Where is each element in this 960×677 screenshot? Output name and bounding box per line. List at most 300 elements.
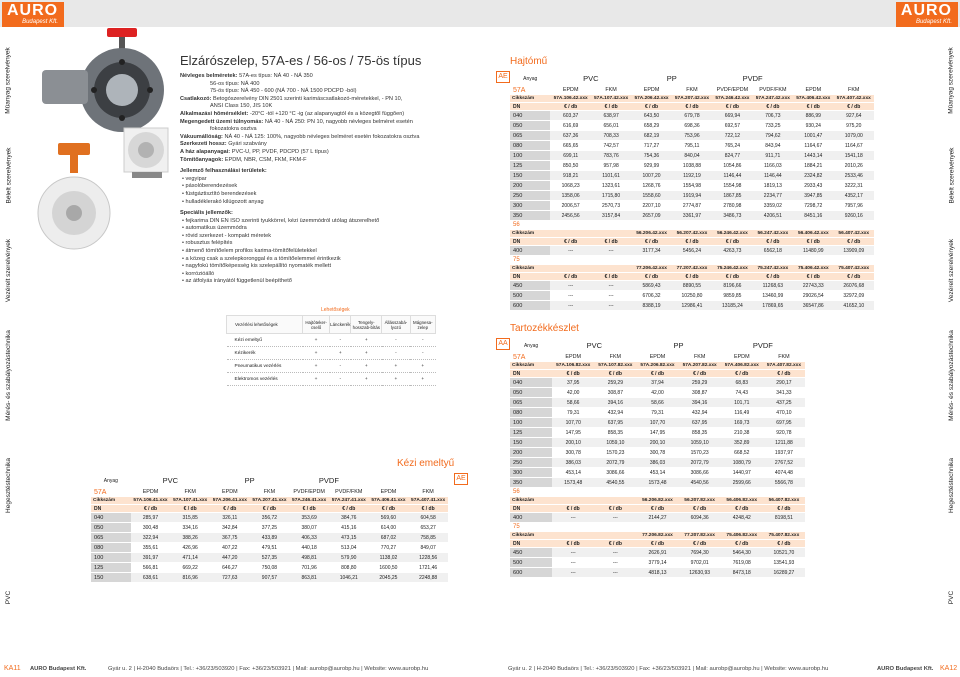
price-value: 353,69 (289, 513, 329, 523)
price-row (510, 558, 805, 568)
price-value: 5566,78 (763, 478, 805, 488)
price-value: 13541,93 (763, 558, 805, 568)
price-row (510, 171, 874, 181)
unit-label: € / db (721, 505, 763, 513)
dn-label: DN (510, 103, 550, 111)
material-name: PVC (131, 474, 210, 488)
unit-label: € / db (753, 103, 793, 111)
price-value: 8451,16 (793, 211, 833, 221)
seal-name: PVDF/EPDM (289, 488, 329, 497)
article-number: 75.407.42.xxx (834, 265, 875, 273)
price-value: 315,85 (170, 513, 210, 523)
dn-value: 050 (510, 388, 552, 398)
dn-value: 500 (510, 291, 550, 301)
price-value: 10521,70 (763, 548, 805, 558)
price-row (510, 408, 805, 418)
price-value: 32972,09 (834, 291, 875, 301)
dn-value: 300 (510, 201, 550, 211)
seal-name: EPDM (131, 488, 171, 497)
price-value: 473,15 (329, 533, 369, 543)
side-tab (0, 130, 17, 220)
price-value: 687,02 (369, 533, 409, 543)
price-value: 1146,44 (712, 171, 752, 181)
price-row (510, 301, 874, 311)
article-number: 56.206.82.xxx (636, 497, 678, 505)
price-value: 12630,93 (679, 568, 721, 578)
dn-value: 125 (91, 563, 131, 573)
price-value: 8890,55 (672, 281, 712, 291)
article-number: 57A.207.82.xxx (679, 362, 721, 370)
dn-value: 040 (510, 111, 550, 121)
price-row (510, 161, 874, 171)
side-tab-label: Vezérelt szerelvények (5, 238, 13, 302)
price-row (510, 548, 805, 558)
unit-label: € / db (369, 505, 409, 513)
article-number: 56.407.42.xxx (834, 230, 875, 238)
unit-label: € / db (672, 273, 712, 281)
bullet-item: • hulladéklerakó kilúgozott anyag (182, 198, 264, 205)
price-value: 1570,23 (594, 448, 636, 458)
article-number: 75.406.42.xxx (793, 265, 833, 273)
price-value: 1268,76 (631, 181, 671, 191)
price-value: 682,19 (631, 131, 671, 141)
unit-label: € / db (712, 103, 752, 111)
price-value: 415,16 (329, 523, 369, 533)
dn-value: 050 (510, 121, 550, 131)
price-value: --- (550, 301, 590, 311)
price-row (91, 513, 448, 523)
dn-value: 400 (510, 513, 552, 523)
price-row (510, 281, 874, 291)
price-value: 74,43 (721, 388, 763, 398)
price-value: 1164,67 (793, 141, 833, 151)
possibilities-row (227, 347, 436, 360)
possibilities-header-cell: Hajtóteker-cselő (303, 316, 330, 334)
dn-value: 065 (91, 533, 131, 543)
dn-value: 500 (510, 558, 552, 568)
article-number: 57A.107.42.xxx (591, 95, 631, 103)
article-number-row (510, 95, 874, 103)
price-value: 37,95 (552, 378, 594, 388)
price-value: 1443,14 (793, 151, 833, 161)
unit-label: € / db (763, 505, 805, 513)
unit-label: € / db (679, 540, 721, 548)
price-value: 36547,86 (793, 301, 833, 311)
price-value: --- (550, 291, 590, 301)
series-subheading: 56 (510, 488, 805, 497)
price-value: 920,78 (763, 428, 805, 438)
price-value: 341,33 (763, 388, 805, 398)
price-value: 10250,80 (672, 291, 712, 301)
tag-hajto: AE (496, 71, 510, 83)
price-value: 637,95 (679, 418, 721, 428)
possibilities-cell: - (410, 347, 435, 360)
price-value: 2045,25 (369, 573, 409, 583)
price-value: 754,36 (631, 151, 671, 161)
price-value: 37,94 (636, 378, 678, 388)
price-value: 1101,61 (591, 171, 631, 181)
price-row (510, 141, 874, 151)
dn-value: 600 (510, 568, 552, 578)
price-table-kezi (91, 474, 448, 583)
possibilities-header-cell: Vezérlési lehetőségek (227, 316, 303, 334)
seal-name: FKM (250, 488, 290, 497)
price-row (91, 533, 448, 543)
price-value: 1046,21 (329, 573, 369, 583)
price-value: --- (591, 246, 631, 256)
features-list (180, 218, 450, 286)
material-row (510, 72, 874, 86)
price-value: 322,94 (131, 533, 171, 543)
seal-name: EPDM (631, 86, 671, 95)
dn-value: 450 (510, 281, 550, 291)
price-value: 3177,34 (631, 246, 671, 256)
unit-row (510, 238, 874, 246)
unit-label: € / db (594, 505, 636, 513)
dn-label: DN (510, 273, 550, 281)
section-title-kezi: Kézi emeltyű (397, 458, 455, 469)
article-number: 57A.107.41.xxx (170, 497, 210, 505)
article-number: 57A.247.42.xxx (753, 95, 793, 103)
unit-label: € / db (712, 238, 752, 246)
footer-address-left: Gyár u. 2 | H-2040 Budaörs | Tel.: +36/23/503920 | Fax: +36/23/503921 | Mail: aurobp@aurobp.hu | Website: www.aurobp.hu (108, 666, 429, 672)
unit-label: € / db (131, 505, 171, 513)
article-number: 56.207.82.xxx (679, 497, 721, 505)
price-value: 722,12 (712, 131, 752, 141)
price-value: 13185,24 (712, 301, 752, 311)
article-number: 57A.407.42.xxx (834, 95, 875, 103)
unit-label: € / db (712, 273, 752, 281)
side-tab-label: Mérés- és szabályozástechnika (948, 329, 955, 421)
price-value: 41652,10 (834, 301, 875, 311)
unit-label: € / db (210, 505, 250, 513)
bullet-item: • átmenő tömítőelem profilos karima-tömítőfelületekkel (182, 248, 317, 255)
price-value: 566,81 (131, 563, 171, 573)
article-number: 56.246.42.xxx (712, 230, 752, 238)
price-value: 300,48 (131, 523, 171, 533)
price-value: 200,10 (552, 438, 594, 448)
price-value: --- (552, 568, 594, 578)
dn-value: 065 (510, 131, 550, 141)
price-value: 975,20 (834, 121, 875, 131)
article-number: 57A.406.82.xxx (721, 362, 763, 370)
dn-value: 200 (510, 448, 552, 458)
dn-value: 250 (510, 191, 550, 201)
price-value: 169,73 (721, 418, 763, 428)
price-value: 394,16 (679, 398, 721, 408)
price-value: 733,25 (753, 121, 793, 131)
dn-value: 350 (510, 478, 552, 488)
price-value: 5869,43 (631, 281, 671, 291)
bullet-item: • nagyfokú tömítőképesség kis szelepállító nyomaték mellett (182, 263, 332, 270)
bullet-item: • korrózióálló (182, 270, 215, 277)
side-tab (0, 320, 17, 430)
price-value: 1819,13 (753, 181, 793, 191)
price-value: 26076,68 (834, 281, 875, 291)
article-number-row (510, 230, 874, 238)
price-value: 9702,01 (679, 558, 721, 568)
price-value: 1007,20 (631, 171, 671, 181)
footer-address-right: Gyár u. 2 | H-2040 Budaörs | Tel.: +36/23/503920 | Fax: +36/23/503921 | Mail: aurobp@aurobp.hu | Website: www.aurobp.hu (508, 666, 829, 672)
seal-name: FKM (591, 86, 631, 95)
unit-row (510, 103, 874, 111)
price-value: 210,38 (721, 428, 763, 438)
price-value: 7694,30 (679, 548, 721, 558)
price-value: 638,61 (131, 573, 171, 583)
side-tab-label: Hegesztéstechnika (5, 457, 13, 513)
price-value: 5464,30 (721, 548, 763, 558)
price-value: --- (591, 291, 631, 301)
material-name: PP (210, 474, 289, 488)
price-value: 808,80 (329, 563, 369, 573)
price-value: 849,07 (408, 543, 448, 553)
price-value: 4206,51 (753, 211, 793, 221)
price-value: 2657,09 (631, 211, 671, 221)
price-value: 300,78 (552, 448, 594, 458)
price-value: 58,66 (636, 398, 678, 408)
price-value: 1554,98 (672, 181, 712, 191)
material-name: PP (631, 72, 712, 86)
price-value: 1164,67 (834, 141, 875, 151)
price-value: 1166,03 (753, 161, 793, 171)
price-value: 3086,66 (679, 468, 721, 478)
price-value: 603,37 (550, 111, 590, 121)
price-value: 259,29 (594, 378, 636, 388)
price-value: 665,65 (550, 141, 590, 151)
price-value: 669,22 (170, 563, 210, 573)
series-subheading: 75 (510, 256, 874, 265)
price-value: 1192,19 (672, 171, 712, 181)
price-row (510, 211, 874, 221)
series-subheading-row (510, 488, 805, 497)
material-name: PVDF (721, 339, 805, 353)
seal-name: FKM (594, 353, 636, 362)
unit-label: € / db (591, 103, 631, 111)
article-number-empty (591, 230, 631, 238)
tag-tartozek: AA (496, 338, 510, 350)
dn-value: 040 (91, 513, 131, 523)
price-value: 742,57 (591, 141, 631, 151)
dn-value: 050 (91, 523, 131, 533)
price-value: 355,61 (131, 543, 171, 553)
unit-label: € / db (636, 370, 678, 378)
bullet-item: • pásolóberendezések (182, 183, 238, 190)
unit-row (91, 505, 448, 513)
price-value: 2072,79 (679, 458, 721, 468)
price-value: 479,51 (250, 543, 290, 553)
price-value: --- (594, 558, 636, 568)
possibilities-cell: + (382, 373, 410, 386)
material-label: Anyag (510, 72, 550, 86)
article-number: 57A.207.41.xxx (250, 497, 290, 505)
possibilities-header-cell: Állásszabá-lyozó (382, 316, 410, 334)
footer-company-right: AURO Budapest Kft. (877, 666, 934, 672)
unit-label: € / db (552, 370, 594, 378)
seal-name: EPDM (636, 353, 678, 362)
price-row (510, 111, 874, 121)
possibilities-tag: Lehetőségek (321, 307, 350, 313)
unit-label: € / db (672, 238, 712, 246)
article-number-label: Cikkszám (510, 95, 550, 103)
price-value: 717,27 (631, 141, 671, 151)
price-value: 9260,16 (834, 211, 875, 221)
series-label: 57A (510, 353, 552, 362)
possibilities-cell: - (330, 373, 351, 386)
price-value: 579,90 (329, 553, 369, 563)
price-value: 8196,66 (712, 281, 752, 291)
dn-value: 125 (510, 161, 550, 171)
unit-label: € / db (636, 540, 678, 548)
dn-label: DN (510, 540, 552, 548)
unit-row (510, 370, 805, 378)
price-value: 453,14 (636, 468, 678, 478)
side-tab-label: Vezérelt szerelvények (948, 238, 956, 302)
price-value: 68,83 (721, 378, 763, 388)
dn-value: 200 (510, 181, 550, 191)
price-value: 11480,99 (793, 246, 833, 256)
article-number: 57A.246.41.xxx (289, 497, 329, 505)
unit-label: € / db (250, 505, 290, 513)
price-value: 3086,66 (594, 468, 636, 478)
article-number: 57A.106.42.xxx (550, 95, 590, 103)
bullet-item: • füstgáztisztító berendezések (182, 190, 257, 197)
price-row (510, 418, 805, 428)
price-value: 6094,36 (679, 513, 721, 523)
unit-label: € / db (591, 273, 631, 281)
price-value: 698,36 (672, 121, 712, 131)
price-value: 200,10 (636, 438, 678, 448)
series-subheading-row (510, 256, 874, 265)
possibilities-row-label: Elektromos vezérlés (227, 373, 303, 386)
price-value: 770,27 (369, 543, 409, 553)
price-value: 308,87 (594, 388, 636, 398)
price-value: 957,98 (591, 161, 631, 171)
material-name: PP (636, 339, 720, 353)
possibilities-header-cell: Mágnesa-zelep (410, 316, 435, 334)
areas-list (180, 176, 450, 206)
price-value: 386,03 (636, 458, 678, 468)
possibilities-header-row (227, 316, 436, 334)
possibilities-cell: + (351, 373, 382, 386)
price-value: 2767,52 (763, 458, 805, 468)
price-value: 653,27 (408, 523, 448, 533)
price-value: 858,35 (594, 428, 636, 438)
series-subheading-row (510, 221, 874, 230)
price-row (510, 181, 874, 191)
possibilities-cell: - (410, 334, 435, 347)
side-tab (0, 430, 17, 540)
unit-row (510, 273, 874, 281)
valve-photos (24, 28, 174, 253)
seal-row (510, 86, 874, 95)
possibilities-header-cell: Tengely-hosszab-bítás (351, 316, 382, 334)
unit-label: € / db (834, 273, 875, 281)
seal-name: FKM (679, 353, 721, 362)
side-tab (0, 30, 17, 130)
price-value: 453,14 (552, 468, 594, 478)
article-number: 56.406.42.xxx (793, 230, 833, 238)
seal-name: EPDM (793, 86, 833, 95)
price-value: 727,63 (210, 573, 250, 583)
possibilities-table (226, 315, 436, 386)
side-tab (943, 130, 960, 220)
price-value: 7957,96 (834, 201, 875, 211)
price-value: 2234,77 (753, 191, 793, 201)
price-table-hajto (510, 72, 874, 311)
price-value: 3779,14 (636, 558, 678, 568)
dn-value: 300 (510, 468, 552, 478)
side-tab (0, 540, 17, 655)
price-row (510, 378, 805, 388)
article-number: 57A.406.42.xxx (793, 95, 833, 103)
price-value: 79,31 (636, 408, 678, 418)
price-value: 794,62 (753, 131, 793, 141)
side-tabs-right (943, 30, 960, 655)
valve-photo-bottom (38, 143, 110, 249)
dn-value: 125 (510, 428, 552, 438)
article-number: 75.406.82.xxx (721, 532, 763, 540)
price-row (510, 151, 874, 161)
seal-name: EPDM (210, 488, 250, 497)
possibilities-row (227, 360, 436, 373)
article-number-label: Cikkszám (91, 497, 131, 505)
price-value: --- (550, 246, 590, 256)
price-value: 107,70 (552, 418, 594, 428)
article-number: 75.247.42.xxx (753, 265, 793, 273)
price-value: 308,87 (679, 388, 721, 398)
footer-company-left: AURO Budapest Kft. (30, 666, 87, 672)
material-label: Anyag (510, 339, 552, 353)
price-value: 13909,09 (834, 246, 875, 256)
price-value: 7619,08 (721, 558, 763, 568)
unit-label: € / db (550, 238, 590, 246)
price-value: 437,25 (763, 398, 805, 408)
price-row (510, 398, 805, 408)
price-value: 1068,23 (550, 181, 590, 191)
possibilities-row (227, 373, 436, 386)
price-value: 569,60 (369, 513, 409, 523)
price-row (510, 568, 805, 578)
series-label: 57A (91, 488, 131, 497)
side-tab-label: Mûanyag szerelvények (5, 46, 13, 114)
seal-name: PVDF/FKM (329, 488, 369, 497)
series-subheading-row (510, 523, 805, 532)
price-value: 29026,54 (793, 291, 833, 301)
possibilities-cell: - (382, 334, 410, 347)
price-value: 352,89 (721, 438, 763, 448)
price-value: --- (552, 548, 594, 558)
price-value: 2933,43 (793, 181, 833, 191)
unit-label: € / db (631, 103, 671, 111)
unit-label: € / db (329, 505, 369, 513)
price-value: 42,00 (552, 388, 594, 398)
unit-label: € / db (408, 505, 448, 513)
side-tab-label: Bélelt szerelvények (948, 147, 955, 203)
price-value: 433,89 (250, 533, 290, 543)
article-number: 56.247.42.xxx (753, 230, 793, 238)
price-value: 886,99 (793, 111, 833, 121)
price-value: 1440,97 (721, 468, 763, 478)
price-value: --- (594, 548, 636, 558)
price-value: 6562,18 (753, 246, 793, 256)
possibilities-cell: + (410, 373, 435, 386)
article-number-empty (550, 230, 590, 238)
price-value: 471,14 (170, 553, 210, 563)
price-table-tartozek (510, 339, 805, 578)
price-row (91, 523, 448, 533)
price-value: 858,35 (679, 428, 721, 438)
price-value: 4248,42 (721, 513, 763, 523)
